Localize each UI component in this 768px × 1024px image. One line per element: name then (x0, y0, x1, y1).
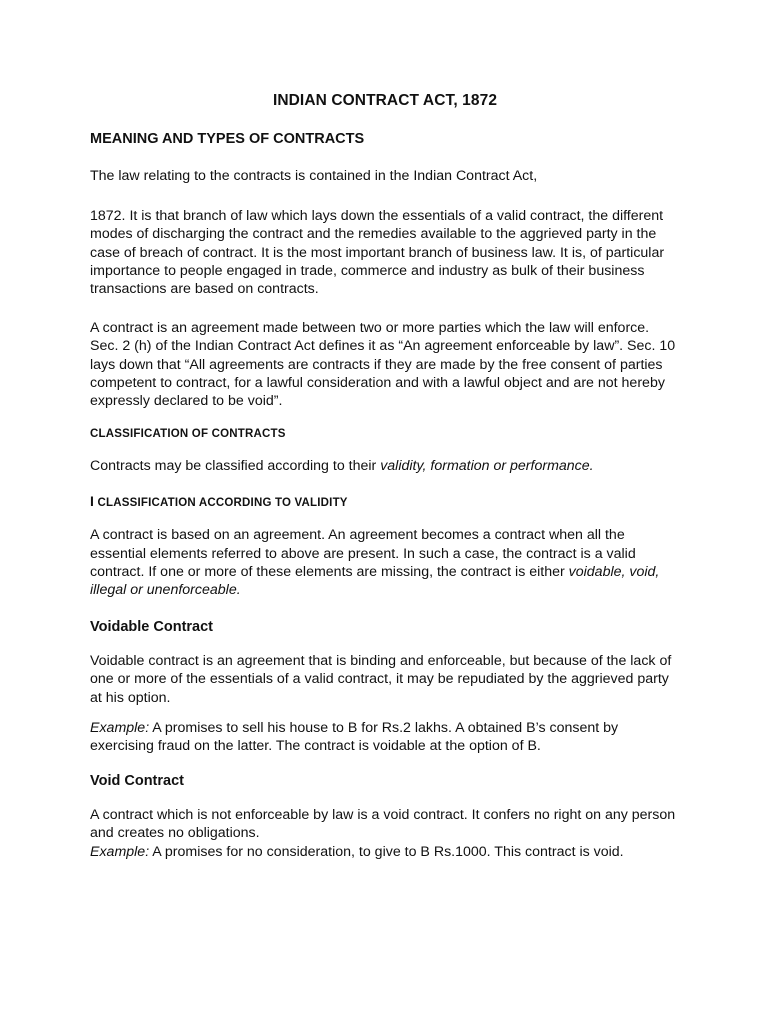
validity-paragraph (90, 526, 680, 599)
example-label: Example: (90, 719, 150, 736)
validity-heading (90, 493, 680, 509)
validity-heading-text: CLASSIFICATION ACCORDING TO VALIDITY (94, 497, 348, 510)
voidable-example-paragraph (90, 719, 680, 755)
validity-roman-numeral: I (90, 493, 95, 510)
document-page (90, 92, 680, 861)
intro-paragraph: The law relating to the contracts is contained in the Indian Contract Act, (90, 168, 538, 184)
void-paragraph: A contract which is not enforceable by law is a void contract. It confers no right on any person and creates no obligations. (90, 807, 676, 842)
validity-text: A contract is based on an agreement. An agreement becomes a contract when all the essential elements referred to above are present. In such a case, the contract is a valid contract. If one or more of these elements are missing, the contract is either (90, 527, 636, 580)
void-example-text: A promises for no consideration, to give to B Rs.1000. This contract is void. (149, 843, 624, 860)
voidable-paragraph: Voidable contract is an agreement that is binding and enforceable, but because of the lack of one or more of the essentials of a valid contract, it may be repudiated by the aggrieved party at his option. (90, 653, 672, 706)
voidable-example-text: A promises to sell his house to B for Rs.2 lakhs. A obtained B’s consent by exercising fraud on the latter. The contract is voidable at the option of B. (90, 719, 619, 755)
paragraph-branch-of-law: 1872. It is that branch of law which lays down the essentials of a valid contract, the different modes of discharging the contract and the remedies available to the aggrieved party in the case of breach of contract. It is the most important branch of business law. It is, of particular importance to people engaged in trade, commerce and industry as bulk of their business transactions are based on contracts. (90, 208, 665, 298)
classification-heading: CLASSIFICATION OF CONTRACTS (90, 428, 286, 441)
classification-italic: validity, formation or performance. (380, 458, 594, 475)
document-title: INDIAN CONTRACT ACT, 1872 (272, 92, 498, 109)
classification-paragraph (90, 457, 680, 475)
example-label: Example: (90, 843, 150, 860)
classification-text: Contracts may be classified according to their (90, 458, 381, 475)
paragraph-definition: A contract is an agreement made between two or more parties which the law will enforce. Sec. 2 (h) of the Indian Contract Act defines it as “An agreement enforceable by law”. Sec. 10 lays down that “All agreements are contracts if they are made by the free consent of parties competent to contract, for a lawful consideration and with a lawful object and are not hereby expressly declared to be void”. (90, 320, 676, 410)
section-heading-meaning: MEANING AND TYPES OF CONTRACTS (90, 131, 365, 147)
void-contract-heading: Void Contract (90, 773, 184, 790)
void-example-paragraph (90, 843, 680, 861)
voidable-contract-heading: Voidable Contract (90, 619, 213, 636)
validity-italic: voidable, void, illegal or unenforceable. (90, 563, 660, 599)
